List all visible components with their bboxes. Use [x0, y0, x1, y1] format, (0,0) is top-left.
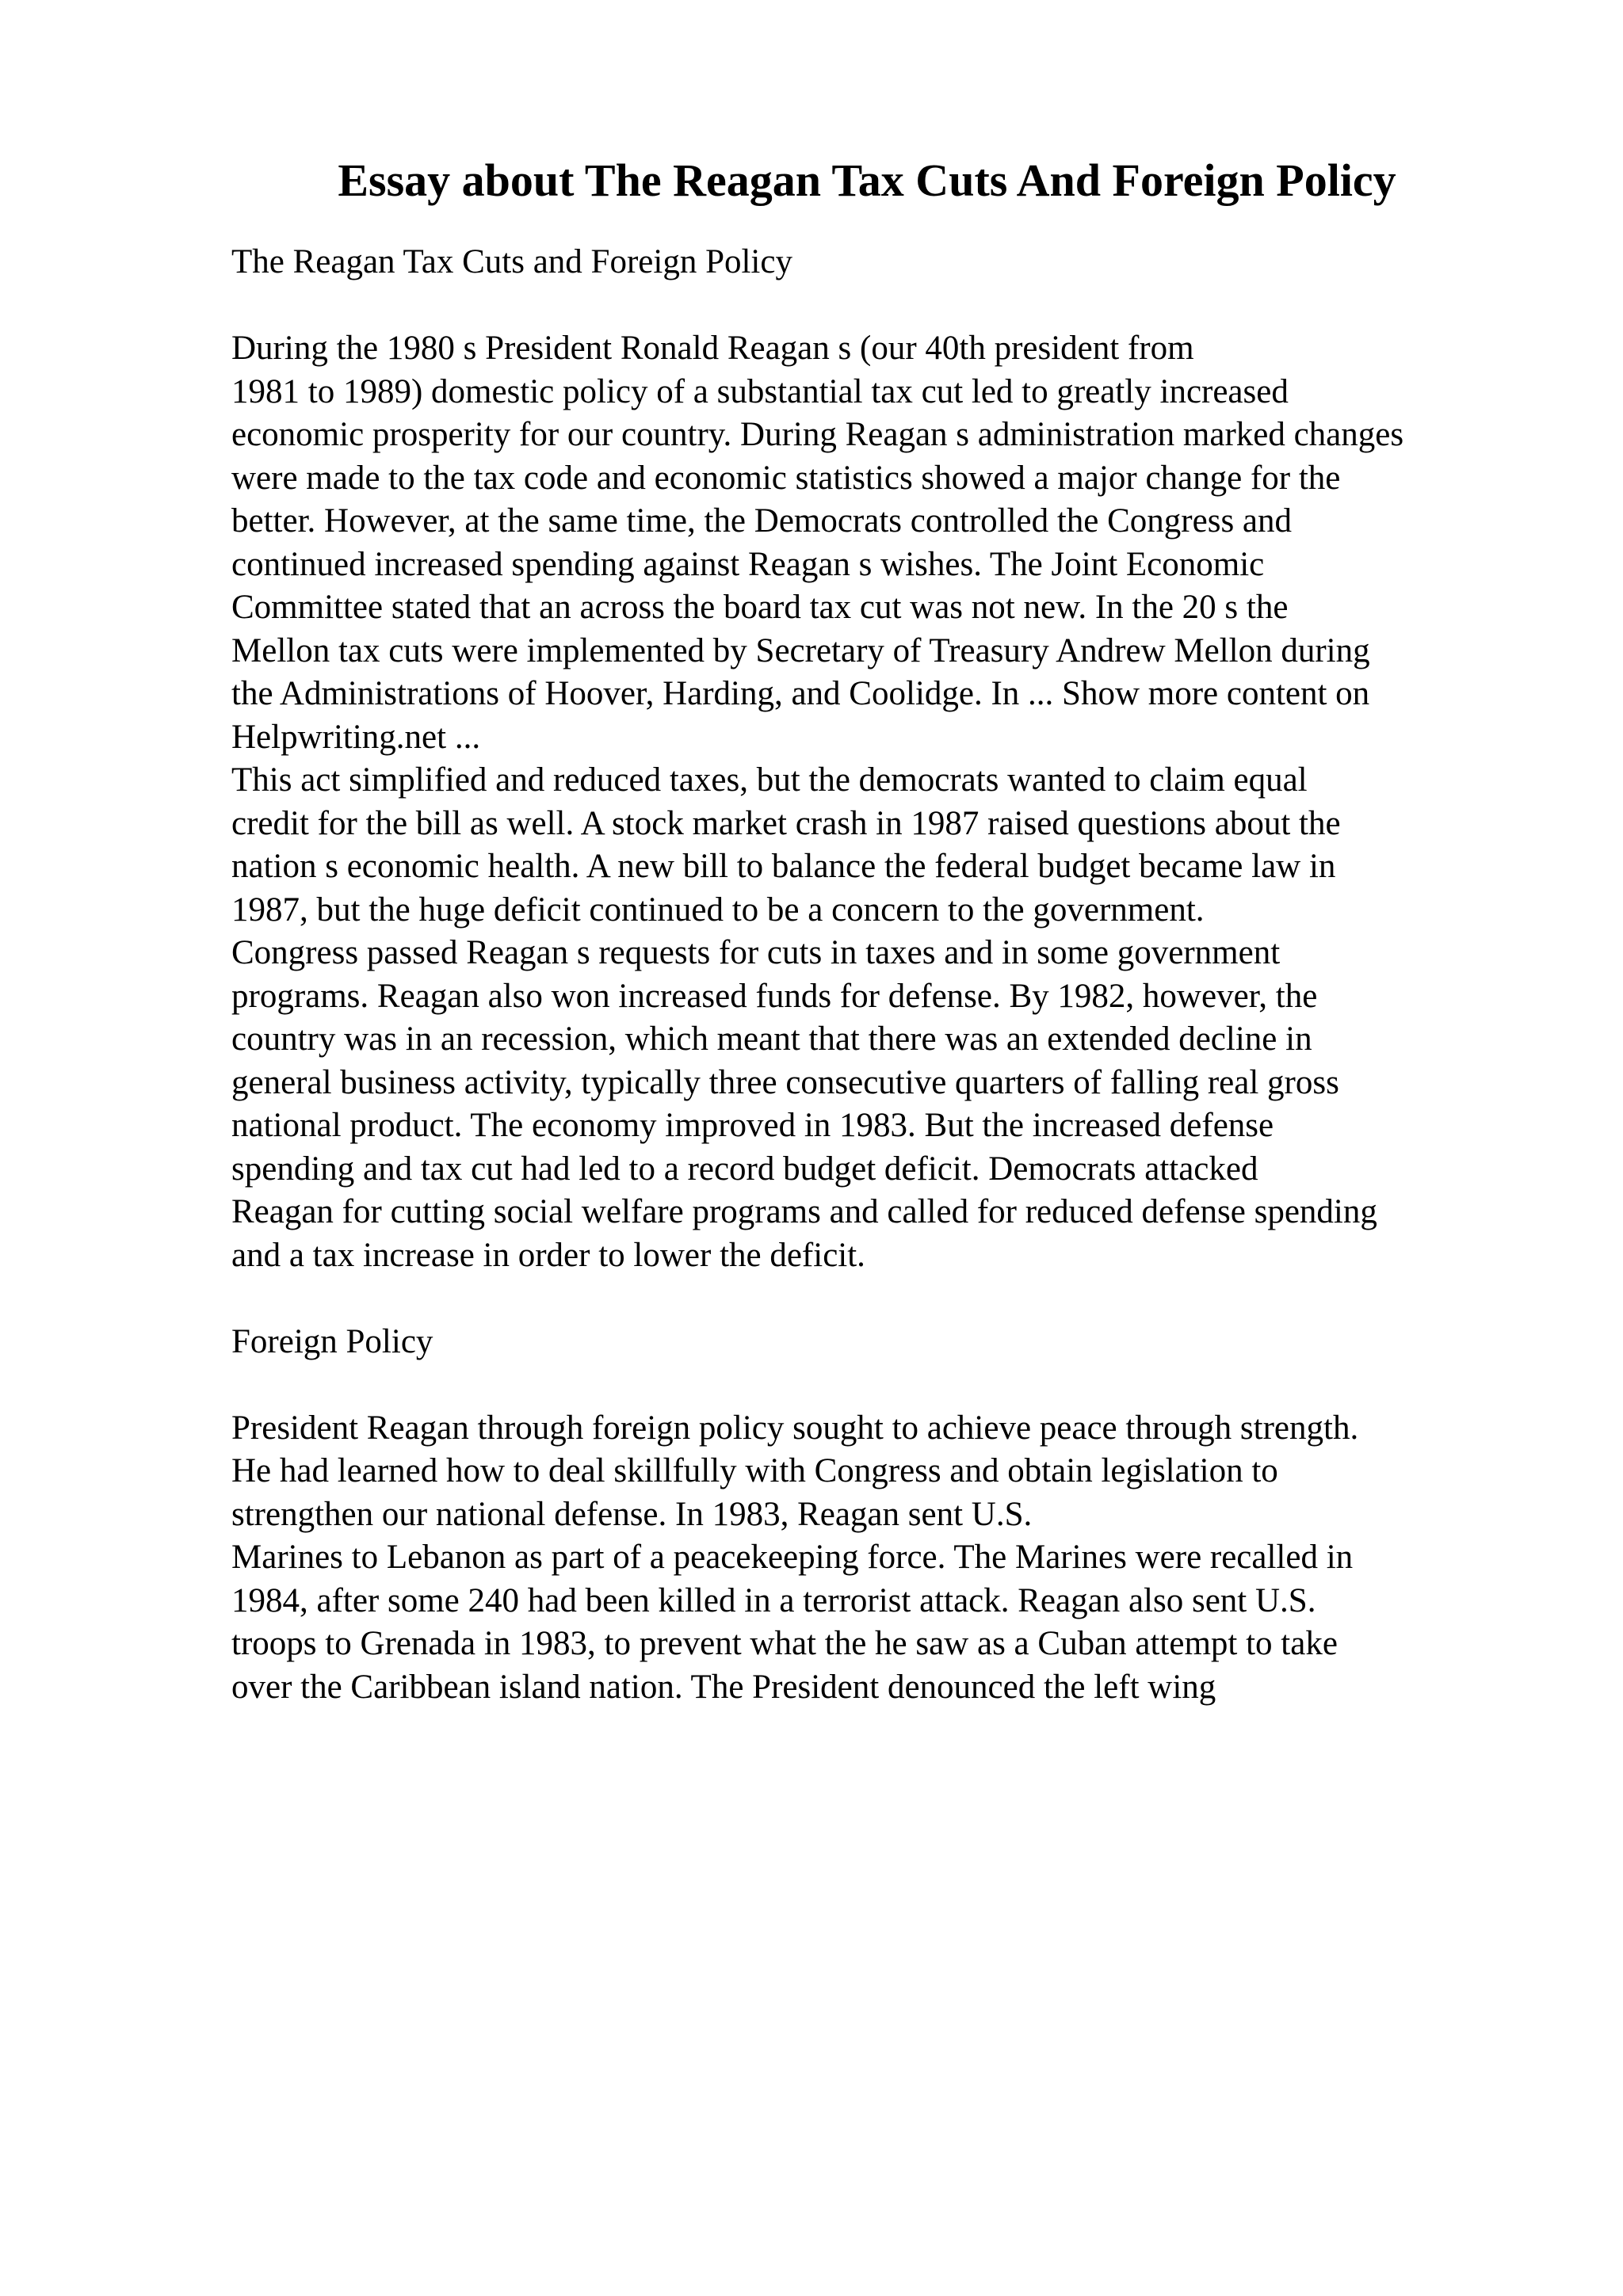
document-subtitle: The Reagan Tax Cuts and Foreign Policy	[231, 243, 792, 280]
text-line: Mellon tax cuts were implemented by Secretary of Treasury Andrew Mellon during	[231, 631, 1370, 669]
text-line: credit for the bill as well. A stock market crash in 1987 raised questions about the	[231, 804, 1341, 842]
paragraph-4	[231, 1407, 1594, 1537]
text-line: spending and tax cut had led to a record budget deficit. Democrats attacked	[231, 1150, 1258, 1188]
paragraph-5	[231, 1536, 1594, 1709]
text-line: Committee stated that an across the board tax cut was not new. In the 20 s the	[231, 589, 1289, 626]
text-line: President Reagan through foreign policy sought to achieve peace through strength.	[231, 1409, 1359, 1447]
text-line: over the Caribbean island nation. The President denounced the left wing	[231, 1668, 1216, 1706]
text-line: strengthen our national defense. In 1983, Reagan sent U.S.	[231, 1495, 1033, 1533]
text-line: nation s economic health. A new bill to balance the federal budget became law in	[231, 848, 1336, 885]
text-line: This act simplified and reduced taxes, but the democrats wanted to claim equal	[231, 761, 1308, 799]
blank-line	[231, 1363, 1594, 1407]
text-line: During the 1980 s President Ronald Reagan s (our 40th president from	[231, 330, 1194, 367]
document-title: Essay about The Reagan Tax Cuts And Foreign Policy	[338, 154, 1396, 206]
text-line: the Administrations of Hoover, Harding, and Coolidge. In ... Show more content on	[231, 675, 1370, 712]
text-line: were made to the tax code and economic statistics showed a major change for the	[231, 459, 1341, 497]
paragraph-1	[231, 327, 1594, 759]
blank-line	[231, 284, 1594, 328]
document-body	[231, 241, 1594, 1709]
text-line: 1987, but the huge deficit continued to be a concern to the government.	[231, 891, 1205, 929]
text-line: better. However, at the same time, the Democrats controlled the Congress and	[231, 502, 1293, 540]
paragraph-2	[231, 759, 1594, 932]
text-line: Reagan for cutting social welfare programs and called for reduced defense spending	[231, 1193, 1377, 1230]
blank-line	[231, 1277, 1594, 1321]
text-line: 1984, after some 240 had been killed in a terrorist attack. Reagan also sent U.S.	[231, 1581, 1316, 1619]
text-line: 1981 to 1989) domestic policy of a substantial tax cut led to greatly increased	[231, 372, 1289, 410]
paragraph-3	[231, 932, 1594, 1277]
text-line: continued increased spending against Reagan s wishes. The Joint Economic	[231, 545, 1265, 583]
text-line: Helpwriting.net ...	[231, 718, 481, 756]
text-line: troops to Grenada in 1983, to prevent what the he saw as a Cuban attempt to take	[231, 1625, 1338, 1662]
text-line: programs. Reagan also won increased funds for defense. By 1982, however, the	[231, 977, 1318, 1015]
text-line: Congress passed Reagan s requests for cuts in taxes and in some government	[231, 934, 1281, 971]
text-line: He had learned how to deal skillfully with Congress and obtain legislation to	[231, 1452, 1278, 1489]
text-line: Marines to Lebanon as part of a peacekeeping force. The Marines were recalled in	[231, 1539, 1354, 1576]
section-heading: Foreign Policy	[231, 1322, 433, 1360]
text-line: economic prosperity for our country. During Reagan s administration marked changes	[231, 416, 1404, 453]
text-line: country was in an recession, which meant that there was an extended decline in	[231, 1020, 1312, 1058]
text-line: and a tax increase in order to lower the deficit.	[231, 1236, 865, 1274]
text-line: national product. The economy improved in 1983. But the increased defense	[231, 1107, 1274, 1144]
text-line: general business activity, typically three consecutive quarters of falling real gross	[231, 1063, 1339, 1101]
